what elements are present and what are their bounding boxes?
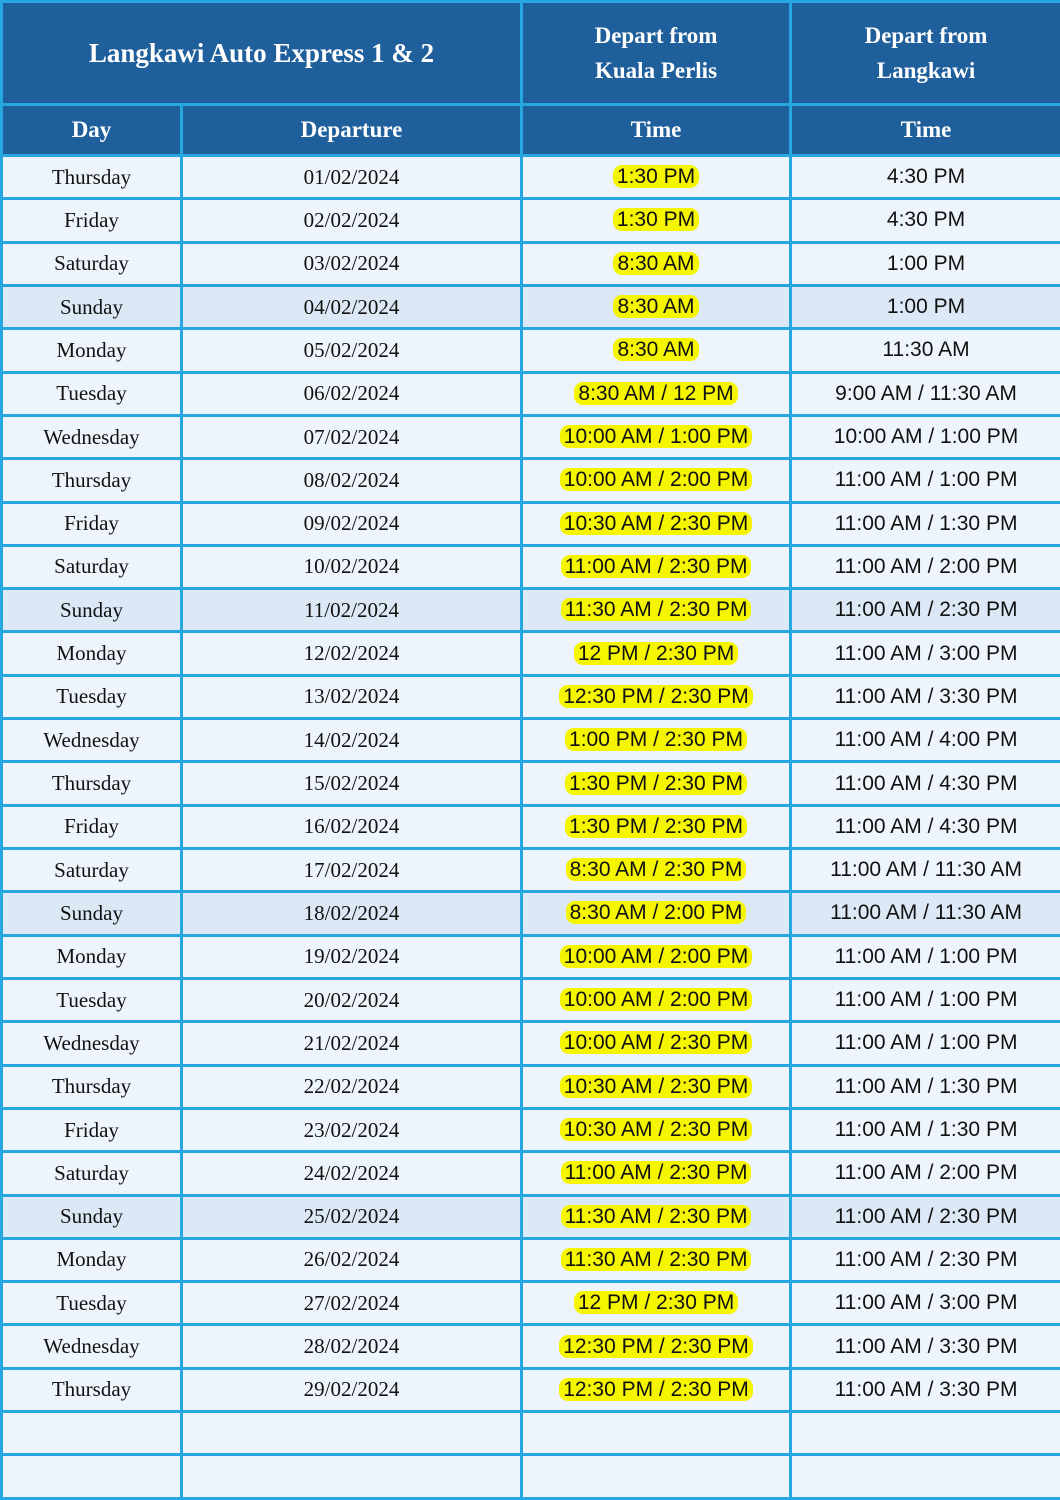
time-kuala-perlis-cell: [522, 719, 791, 762]
time-langkawi-cell: [791, 719, 1060, 762]
departure-date-cell: [182, 805, 522, 848]
schedule-row: [2, 1368, 1060, 1411]
time-langkawi-cell-text: 1:00 PM: [886, 251, 966, 275]
day-cell-text: Monday: [56, 944, 127, 969]
day-cell-text: Saturday: [54, 857, 129, 882]
time-langkawi-cell-text: 11:00 AM / 1:00 PM: [834, 944, 1018, 968]
departure-date-cell-text: 11/02/2024: [304, 597, 399, 622]
time-langkawi-cell: [791, 849, 1060, 892]
schedule-row: [2, 978, 1060, 1021]
time-langkawi-cell: [791, 372, 1060, 415]
time-kuala-perlis-cell: [522, 1022, 791, 1065]
schedule-row: [2, 459, 1060, 502]
time-kuala-perlis-cell-text: 10:30 AM / 2:30 PM: [560, 512, 752, 535]
time-langkawi-cell: [791, 285, 1060, 328]
time-kuala-perlis-cell: [522, 1368, 791, 1411]
departure-date-cell-text: 08/02/2024: [303, 467, 400, 492]
day-cell-text: Monday: [56, 1247, 127, 1272]
time-kuala-perlis-cell-text: 1:30 PM / 2:30 PM: [565, 815, 747, 838]
time-langkawi-cell-text: 11:00 AM / 3:30 PM: [834, 1377, 1018, 1401]
departure-date-cell: [182, 978, 522, 1021]
time-langkawi-cell: [791, 589, 1060, 632]
time-langkawi-cell: [791, 892, 1060, 935]
day-cell: [2, 805, 182, 848]
departure-date-cell-text: 20/02/2024: [303, 987, 400, 1012]
departure-date-cell-text: 07/02/2024: [303, 424, 400, 449]
time-kuala-perlis-cell-text: 10:30 AM / 2:30 PM: [560, 1118, 752, 1141]
day-cell-text: Wednesday: [43, 424, 140, 449]
day-cell: [2, 1152, 182, 1195]
time-langkawi-cell-text: 11:00 AM / 4:30 PM: [834, 814, 1018, 838]
day-cell: [2, 199, 182, 242]
departure-date-cell-text: 28/02/2024: [303, 1334, 400, 1359]
time-kuala-perlis-cell-text: 8:30 AM / 2:00 PM: [566, 901, 747, 924]
departure-date-cell: [182, 1282, 522, 1325]
day-cell-text: Monday: [56, 641, 127, 666]
time-kuala-perlis-cell: [522, 675, 791, 718]
time-langkawi-cell: [791, 978, 1060, 1021]
schedule-row: [2, 1152, 1060, 1195]
time-langkawi-cell: [791, 199, 1060, 242]
day-cell-text: Friday: [64, 511, 119, 536]
time-kuala-perlis-cell: [522, 459, 791, 502]
departure-date-cell: [182, 675, 522, 718]
depart-kp-line1: Depart from: [594, 23, 718, 48]
schedule-row: [2, 285, 1060, 328]
column-header-day: Day: [2, 105, 182, 156]
departure-date-cell-text: 21/02/2024: [303, 1030, 400, 1055]
time-kuala-perlis-cell-text: 10:00 AM / 2:30 PM: [560, 1031, 752, 1054]
time-kuala-perlis-cell: [522, 1325, 791, 1368]
time-langkawi-cell: [791, 1195, 1060, 1238]
time-langkawi-cell-text: 11:00 AM / 2:30 PM: [834, 598, 1018, 622]
departure-date-cell: [182, 1238, 522, 1281]
column-header-time-lgk: Time: [791, 105, 1060, 156]
time-langkawi-cell: [791, 935, 1060, 978]
day-cell-text: Monday: [56, 337, 127, 362]
schedule-row: [2, 372, 1060, 415]
time-langkawi-cell-text: 11:00 AM / 4:00 PM: [834, 728, 1018, 752]
departure-date-cell-text: 04/02/2024: [303, 294, 400, 319]
day-cell-text: Sunday: [60, 294, 123, 319]
departure-date-cell-text: 18/02/2024: [303, 900, 400, 925]
time-langkawi-cell-text: 11:00 AM / 2:30 PM: [834, 1247, 1018, 1271]
day-cell-text: Tuesday: [56, 381, 127, 406]
schedule-row: [2, 1022, 1060, 1065]
schedule-row: [2, 892, 1060, 935]
day-cell-text: Thursday: [51, 1377, 132, 1402]
day-cell-text: Thursday: [51, 164, 132, 189]
departure-date-cell-text: 19/02/2024: [303, 944, 400, 969]
time-kuala-perlis-cell: [522, 892, 791, 935]
day-cell-text: Wednesday: [43, 727, 140, 752]
time-kuala-perlis-cell-text: 8:30 AM / 2:30 PM: [566, 858, 747, 881]
day-cell: [2, 372, 182, 415]
empty-row: [2, 1412, 1060, 1455]
day-cell: [2, 1325, 182, 1368]
header-row-top: [2, 2, 1060, 105]
day-cell: [2, 978, 182, 1021]
departure-date-cell: [182, 199, 522, 242]
time-langkawi-cell: [791, 762, 1060, 805]
empty-cell: [2, 1412, 182, 1455]
time-langkawi-cell-text: 11:00 AM / 2:30 PM: [834, 1204, 1018, 1228]
departure-date-cell: [182, 329, 522, 372]
time-langkawi-cell: [791, 805, 1060, 848]
time-kuala-perlis-cell: [522, 199, 791, 242]
depart-lgk-line2: Langkawi: [876, 58, 976, 83]
day-cell: [2, 632, 182, 675]
departure-date-cell-text: 13/02/2024: [303, 684, 400, 709]
day-cell-text: Sunday: [60, 900, 123, 925]
departure-date-cell: [182, 1195, 522, 1238]
time-langkawi-cell: [791, 1065, 1060, 1108]
time-kuala-perlis-cell: [522, 415, 791, 458]
time-langkawi-cell: [791, 1108, 1060, 1151]
time-kuala-perlis-cell-text: 10:00 AM / 2:00 PM: [560, 945, 752, 968]
departure-date-cell-text: 24/02/2024: [303, 1160, 400, 1185]
time-kuala-perlis-cell: [522, 589, 791, 632]
day-cell-text: Friday: [64, 207, 119, 232]
departure-date-cell-text: 14/02/2024: [303, 727, 400, 752]
time-kuala-perlis-cell: [522, 545, 791, 588]
time-langkawi-cell-text: 11:00 AM / 1:00 PM: [834, 1031, 1018, 1055]
departure-date-cell-text: 01/02/2024: [303, 164, 400, 189]
time-kuala-perlis-cell-text: 12 PM / 2:30 PM: [574, 642, 738, 665]
empty-cell: [791, 1455, 1060, 1499]
day-cell-text: Saturday: [54, 554, 129, 579]
departure-date-cell-text: 02/02/2024: [303, 207, 400, 232]
time-kuala-perlis-cell: [522, 1282, 791, 1325]
day-cell: [2, 1195, 182, 1238]
departure-date-cell-text: 25/02/2024: [303, 1204, 400, 1229]
time-kuala-perlis-cell: [522, 1152, 791, 1195]
departure-date-cell-text: 05/02/2024: [303, 337, 400, 362]
day-cell: [2, 459, 182, 502]
day-cell: [2, 156, 182, 199]
empty-cell: [2, 1455, 182, 1499]
departure-date-cell-text: 22/02/2024: [303, 1074, 400, 1099]
departure-date-cell: [182, 1368, 522, 1411]
departure-date-cell: [182, 372, 522, 415]
day-cell: [2, 242, 182, 285]
time-langkawi-cell-text: 11:00 AM / 1:30 PM: [834, 1074, 1018, 1098]
day-cell-text: Saturday: [54, 251, 129, 276]
day-cell: [2, 1108, 182, 1151]
day-cell: [2, 1282, 182, 1325]
departure-date-cell-text: 17/02/2024: [303, 857, 400, 882]
schedule-row: [2, 502, 1060, 545]
time-kuala-perlis-cell: [522, 372, 791, 415]
time-langkawi-cell-text: 11:00 AM / 3:30 PM: [834, 1334, 1018, 1358]
departure-date-cell: [182, 589, 522, 632]
time-langkawi-cell-text: 11:00 AM / 4:30 PM: [834, 771, 1018, 795]
time-kuala-perlis-cell: [522, 156, 791, 199]
time-kuala-perlis-cell: [522, 762, 791, 805]
time-langkawi-cell-text: 11:00 AM / 3:00 PM: [834, 1291, 1018, 1315]
day-cell-text: Thursday: [51, 771, 132, 796]
time-kuala-perlis-cell: [522, 329, 791, 372]
time-langkawi-cell: [791, 1325, 1060, 1368]
departure-date-cell: [182, 1325, 522, 1368]
time-langkawi-cell-text: 11:00 AM / 11:30 AM: [830, 901, 1022, 925]
day-cell-text: Tuesday: [56, 987, 127, 1012]
departure-date-cell: [182, 285, 522, 328]
departure-date-cell-text: 06/02/2024: [303, 381, 400, 406]
time-langkawi-cell-text: 11:30 AM: [882, 338, 970, 362]
day-cell: [2, 762, 182, 805]
schedule-row: [2, 242, 1060, 285]
time-kuala-perlis-cell-text: 8:30 AM: [613, 295, 698, 318]
day-cell-text: Saturday: [54, 1160, 129, 1185]
column-header-departure: Departure: [182, 105, 522, 156]
day-cell: [2, 719, 182, 762]
schedule-row: [2, 545, 1060, 588]
time-kuala-perlis-cell: [522, 1195, 791, 1238]
time-langkawi-cell-text: 4:30 PM: [886, 208, 966, 232]
departure-date-cell: [182, 242, 522, 285]
time-langkawi-cell: [791, 1022, 1060, 1065]
departure-date-cell: [182, 156, 522, 199]
departure-date-cell: [182, 762, 522, 805]
time-kuala-perlis-cell-text: 11:00 AM / 2:30 PM: [561, 555, 752, 578]
schedule-row: [2, 1325, 1060, 1368]
departure-date-cell: [182, 849, 522, 892]
day-cell-text: Friday: [64, 1117, 119, 1142]
time-langkawi-cell-text: 1:00 PM: [886, 295, 966, 319]
schedule-row: [2, 329, 1060, 372]
day-cell: [2, 1022, 182, 1065]
schedule-body: [2, 156, 1060, 1499]
time-kuala-perlis-cell: [522, 1238, 791, 1281]
empty-cell: [522, 1412, 791, 1455]
time-langkawi-cell-text: 11:00 AM / 11:30 AM: [830, 858, 1022, 882]
time-langkawi-cell-text: 11:00 AM / 3:00 PM: [834, 641, 1018, 665]
departure-date-cell: [182, 545, 522, 588]
time-langkawi-cell-text: 11:00 AM / 1:00 PM: [834, 468, 1018, 492]
time-kuala-perlis-cell-text: 10:30 AM / 2:30 PM: [560, 1075, 752, 1098]
departure-date-cell-text: 03/02/2024: [303, 251, 400, 276]
time-langkawi-cell-text: 11:00 AM / 3:30 PM: [834, 684, 1018, 708]
time-kuala-perlis-cell-text: 1:30 PM: [613, 165, 699, 188]
time-kuala-perlis-cell: [522, 978, 791, 1021]
schedule-row: [2, 849, 1060, 892]
departure-date-cell-text: 12/02/2024: [303, 641, 400, 666]
time-kuala-perlis-cell-text: 11:30 AM / 2:30 PM: [561, 1248, 752, 1271]
header-row-columns: [2, 105, 1060, 156]
schedule-row: [2, 762, 1060, 805]
time-langkawi-cell: [791, 502, 1060, 545]
day-cell-text: Wednesday: [43, 1334, 140, 1359]
schedule-row: [2, 805, 1060, 848]
time-kuala-perlis-cell: [522, 632, 791, 675]
time-kuala-perlis-cell-text: 1:00 PM / 2:30 PM: [565, 728, 747, 751]
day-cell: [2, 329, 182, 372]
time-kuala-perlis-cell-text: 11:00 AM / 2:30 PM: [561, 1161, 752, 1184]
schedule-row: [2, 1238, 1060, 1281]
day-cell: [2, 502, 182, 545]
time-kuala-perlis-cell: [522, 1108, 791, 1151]
departure-date-cell-text: 29/02/2024: [303, 1377, 400, 1402]
departure-date-cell: [182, 1108, 522, 1151]
departure-date-cell-text: 27/02/2024: [303, 1290, 400, 1315]
time-kuala-perlis-cell-text: 10:00 AM / 2:00 PM: [560, 468, 752, 491]
departure-date-cell: [182, 719, 522, 762]
time-langkawi-cell: [791, 329, 1060, 372]
departure-date-cell: [182, 459, 522, 502]
schedule-row: [2, 199, 1060, 242]
day-cell: [2, 285, 182, 328]
day-cell-text: Friday: [64, 814, 119, 839]
departure-date-cell-text: 15/02/2024: [303, 771, 400, 796]
time-kuala-perlis-cell-text: 1:30 PM: [613, 208, 699, 231]
schedule-row: [2, 415, 1060, 458]
time-langkawi-cell: [791, 545, 1060, 588]
time-kuala-perlis-cell-text: 12:30 PM / 2:30 PM: [559, 685, 753, 708]
time-langkawi-cell: [791, 1282, 1060, 1325]
departure-date-cell: [182, 935, 522, 978]
empty-cell: [522, 1455, 791, 1499]
time-kuala-perlis-cell-text: 11:30 AM / 2:30 PM: [561, 598, 752, 621]
day-cell: [2, 935, 182, 978]
day-cell: [2, 589, 182, 632]
schedule-row: [2, 1108, 1060, 1151]
time-langkawi-cell: [791, 415, 1060, 458]
departure-date-cell-text: 16/02/2024: [303, 814, 400, 839]
departure-date-cell: [182, 1152, 522, 1195]
empty-cell: [182, 1455, 522, 1499]
day-cell-text: Wednesday: [43, 1030, 140, 1055]
time-langkawi-cell: [791, 1238, 1060, 1281]
day-cell: [2, 1368, 182, 1411]
time-langkawi-cell: [791, 632, 1060, 675]
schedule-row: [2, 589, 1060, 632]
day-cell: [2, 849, 182, 892]
time-kuala-perlis-cell-text: 8:30 AM: [613, 338, 698, 361]
time-langkawi-cell: [791, 675, 1060, 718]
time-langkawi-cell-text: 9:00 AM / 11:30 AM: [835, 381, 1017, 405]
empty-cell: [791, 1412, 1060, 1455]
time-kuala-perlis-cell-text: 12 PM / 2:30 PM: [574, 1291, 738, 1314]
schedule-title: Langkawi Auto Express 1 & 2: [2, 2, 522, 105]
schedule-row: [2, 935, 1060, 978]
time-langkawi-cell-text: 11:00 AM / 1:30 PM: [834, 511, 1018, 535]
time-kuala-perlis-cell-text: 10:00 AM / 2:00 PM: [560, 988, 752, 1011]
schedule-row: [2, 1195, 1060, 1238]
column-header-time-kp: Time: [522, 105, 791, 156]
departure-date-cell: [182, 415, 522, 458]
time-langkawi-cell: [791, 1368, 1060, 1411]
depart-lgk-line1: Depart from: [864, 23, 988, 48]
time-kuala-perlis-cell-text: 8:30 AM / 12 PM: [574, 382, 737, 405]
departure-date-cell-text: 23/02/2024: [303, 1117, 400, 1142]
day-cell-text: Sunday: [60, 597, 123, 622]
header-depart-langkawi: [791, 2, 1060, 105]
time-kuala-perlis-cell-text: 12:30 PM / 2:30 PM: [559, 1335, 753, 1358]
time-kuala-perlis-cell: [522, 1065, 791, 1108]
time-kuala-perlis-cell: [522, 935, 791, 978]
time-langkawi-cell: [791, 156, 1060, 199]
day-cell-text: Tuesday: [56, 1290, 127, 1315]
time-langkawi-cell: [791, 242, 1060, 285]
time-langkawi-cell-text: 11:00 AM / 2:00 PM: [834, 1161, 1018, 1185]
time-langkawi-cell-text: 10:00 AM / 1:00 PM: [833, 425, 1019, 449]
departure-date-cell: [182, 632, 522, 675]
time-kuala-perlis-cell: [522, 805, 791, 848]
departure-date-cell-text: 26/02/2024: [303, 1247, 400, 1272]
day-cell: [2, 1065, 182, 1108]
departure-date-cell-text: 09/02/2024: [303, 511, 400, 536]
day-cell: [2, 545, 182, 588]
day-cell: [2, 892, 182, 935]
time-kuala-perlis-cell-text: 11:30 AM / 2:30 PM: [561, 1205, 752, 1228]
time-langkawi-cell-text: 11:00 AM / 2:00 PM: [834, 554, 1018, 578]
day-cell-text: Thursday: [51, 1074, 132, 1099]
time-langkawi-cell-text: 11:00 AM / 1:30 PM: [834, 1118, 1018, 1142]
schedule-row: [2, 675, 1060, 718]
day-cell: [2, 1238, 182, 1281]
time-langkawi-cell-text: 11:00 AM / 1:00 PM: [834, 988, 1018, 1012]
empty-cell: [182, 1412, 522, 1455]
time-kuala-perlis-cell: [522, 242, 791, 285]
day-cell: [2, 675, 182, 718]
depart-kp-line2: Kuala Perlis: [595, 58, 718, 83]
time-kuala-perlis-cell: [522, 849, 791, 892]
departure-date-cell: [182, 502, 522, 545]
time-kuala-perlis-cell-text: 10:00 AM / 1:00 PM: [560, 425, 752, 448]
header-depart-kuala-perlis: [522, 2, 791, 105]
empty-row: [2, 1455, 1060, 1499]
departure-date-cell-text: 10/02/2024: [303, 554, 400, 579]
time-kuala-perlis-cell: [522, 285, 791, 328]
day-cell-text: Tuesday: [56, 684, 127, 709]
departure-date-cell: [182, 1065, 522, 1108]
time-kuala-perlis-cell: [522, 502, 791, 545]
schedule-row: [2, 156, 1060, 199]
schedule-row: [2, 1282, 1060, 1325]
time-langkawi-cell: [791, 1152, 1060, 1195]
time-kuala-perlis-cell-text: 12:30 PM / 2:30 PM: [559, 1378, 753, 1401]
schedule-row: [2, 1065, 1060, 1108]
day-cell-text: Sunday: [60, 1204, 123, 1229]
departure-date-cell: [182, 1022, 522, 1065]
departure-date-cell: [182, 892, 522, 935]
time-kuala-perlis-cell-text: 8:30 AM: [613, 252, 698, 275]
time-langkawi-cell-text: 4:30 PM: [886, 165, 966, 189]
day-cell-text: Thursday: [51, 467, 132, 492]
time-langkawi-cell: [791, 459, 1060, 502]
schedule-row: [2, 719, 1060, 762]
schedule-row: [2, 632, 1060, 675]
day-cell: [2, 415, 182, 458]
time-kuala-perlis-cell-text: 1:30 PM / 2:30 PM: [565, 772, 747, 795]
